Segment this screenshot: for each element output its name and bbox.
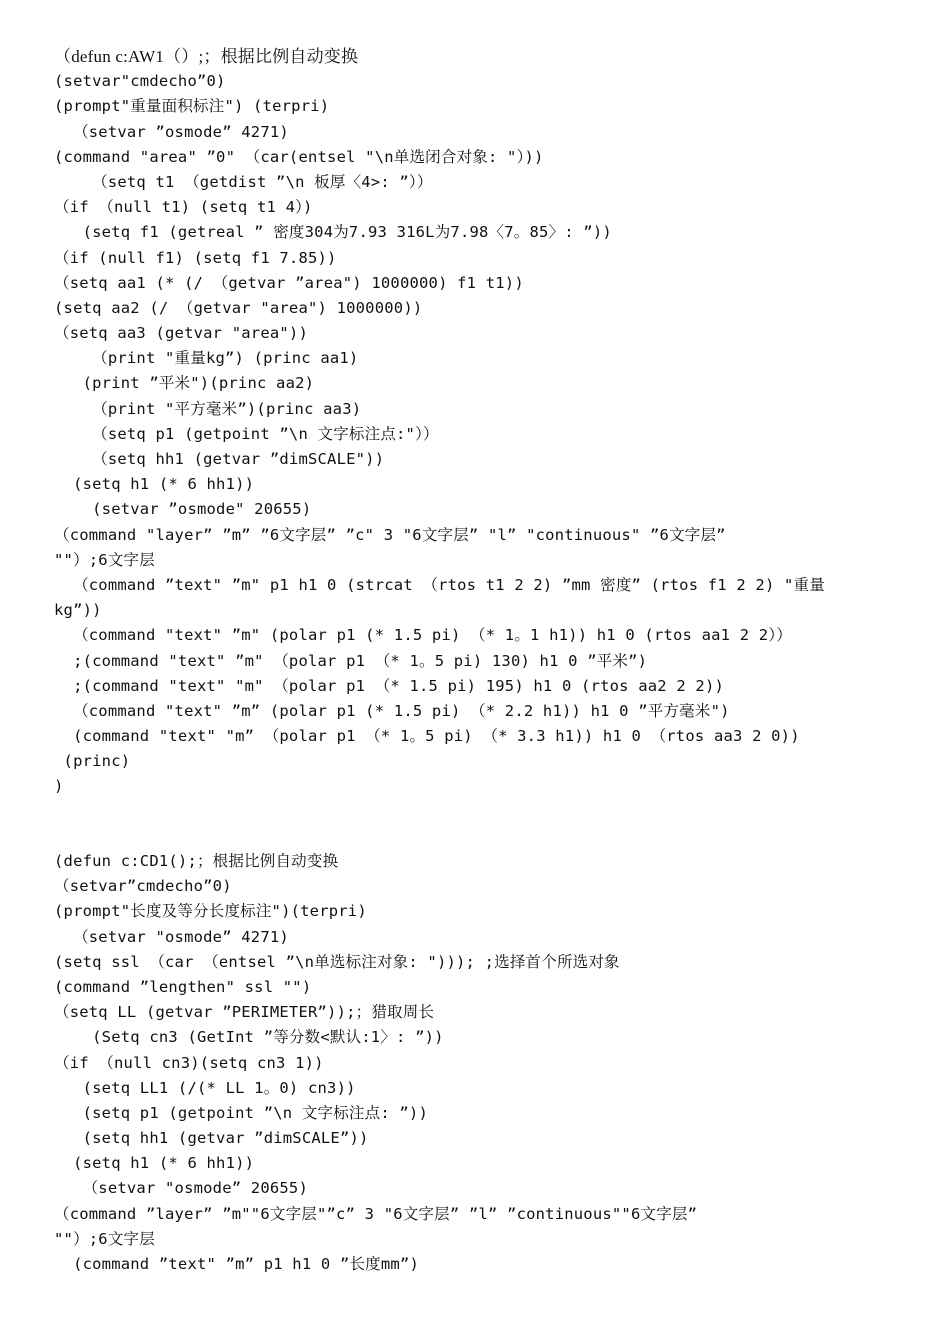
code-line: (command ”lengthen" ssl ""): [54, 977, 312, 996]
code-block-aw1: [54, 44, 904, 800]
code-line: （command "layer” ”m” ”6文字层” ”c" 3 "6文字层” "l” "continuous" ”6文字层”: [54, 525, 726, 544]
code-line: (setq f1 (getreal ” 密度304为7.93 316L为7.98〈7。85〉: ”)): [54, 223, 612, 242]
code-line: （setq aa1 (* (/ （getvar ”area") 1000000) f1 t1)): [54, 273, 524, 292]
code-line: (command "text" "m” （polar p1 （* 1。5 pi) （* 3.3 h1)) h1 0 （rtos aa3 2 0)): [54, 727, 800, 746]
code-line: （setvar ”osmode” 4271): [54, 122, 289, 141]
code-line: ;(command "text" "m" （polar p1 （* 1.5 pi) 195) h1 0 (rtos aa2 2 2)): [54, 676, 725, 695]
code-line: （if (null f1) (setq f1 7.85)): [54, 248, 337, 267]
code-line: （print "平方毫米”)(princ aa3): [54, 399, 362, 418]
code-line: kg”)): [54, 601, 102, 620]
code-line: (command "area" ”0" （car(entsel "\n单选闭合对象: "）)): [54, 147, 544, 166]
code-line: （setvar "osmode” 4271): [54, 927, 289, 946]
code-line: (setq hh1 (getvar ”dimSCALE”)): [54, 1129, 369, 1148]
code-line: (setq p1 (getpoint ”\n 文字标注点: ”)): [54, 1103, 428, 1122]
code-line: (setvar"cmdecho”0): [54, 72, 226, 91]
code-line: (Setq cn3 (GetInt ”等分数<默认:1〉: ”)): [54, 1028, 444, 1047]
code-line: （if （null cn3)(setq cn3 1)): [54, 1053, 324, 1072]
code-line: (prompt"长度及等分长度标注")(terpri): [54, 902, 367, 921]
code-line: （setq p1 (getpoint ”\n 文字标注点:"））: [54, 424, 439, 443]
code-line: ""）;6文字层: [54, 1229, 155, 1248]
code-line: （setvar”cmdecho”0): [54, 877, 232, 896]
code-line: （command ”text" ”m" p1 h1 0 (strcat （rtos t1 2 2) ”mm 密度” (rtos f1 2 2) "重量: [54, 575, 825, 594]
code-line: （if （null t1) (setq t1 4）): [54, 198, 313, 217]
code-line: (defun c:CD1();；根据比例自动变换: [54, 852, 339, 870]
code-line: (princ): [54, 752, 131, 771]
code-line: (setq h1 (* 6 hh1)): [54, 475, 255, 494]
code-block-cd1: [54, 849, 904, 1277]
code-line: (setq aa2 (/ （getvar "area") 1000000)): [54, 298, 423, 317]
code-line: (prompt"重量面积标注") (terpri): [54, 97, 330, 116]
code-line: （setvar "osmode” 20655): [54, 1179, 308, 1198]
code-line: （setq t1 （getdist ”\n 板厚〈4>: ”））: [54, 172, 433, 191]
code-line: （command ”layer” ”m""6文字层"”c” 3 "6文字层” ”l” ”continuous""6文字层”: [54, 1204, 698, 1223]
code-line: （setq aa3 (getvar "area")): [54, 324, 308, 343]
code-line: (setq LL1 (/(* LL 1。0) cn3)): [54, 1078, 356, 1097]
code-line: ): [54, 777, 64, 796]
code-line: (setq ssl （car （entsel ”\n单选标注对象: "))); ;选择首个所选对象: [54, 952, 620, 971]
code-line: （command "text" ”m" (polar p1 (* 1.5 pi) （* 1。1 h1)) h1 0 (rtos aa1 2 2））: [54, 626, 792, 645]
code-line: （setq LL (getvar ”PERIMETER”));；猎取周长: [54, 1003, 435, 1022]
code-line: （print "重量kg”) (princ aa1): [54, 349, 359, 368]
code-line: (setq h1 (* 6 hh1)): [54, 1154, 255, 1173]
code-line: (setvar ”osmode" 20655): [54, 500, 312, 519]
code-line: （setq hh1 (getvar ”dimSCALE")): [54, 450, 385, 468]
code-line: ;(command "text" ”m" （polar p1 （* 1。5 pi) 130) h1 0 ”平米”): [54, 651, 648, 670]
code-line: (command ”text" ”m” p1 h1 0 ”长度mm”): [54, 1255, 420, 1273]
code-line: ""）;6文字层: [54, 550, 155, 569]
code-line: (print ”平米")(princ aa2): [54, 374, 315, 393]
code-line: （defun c:AW1（）;；根据比例自动变换: [54, 47, 359, 66]
code-line: （command "text" ”m” (polar p1 (* 1.5 pi) （* 2.2 h1)) h1 0 ”平方毫米"): [54, 701, 730, 720]
